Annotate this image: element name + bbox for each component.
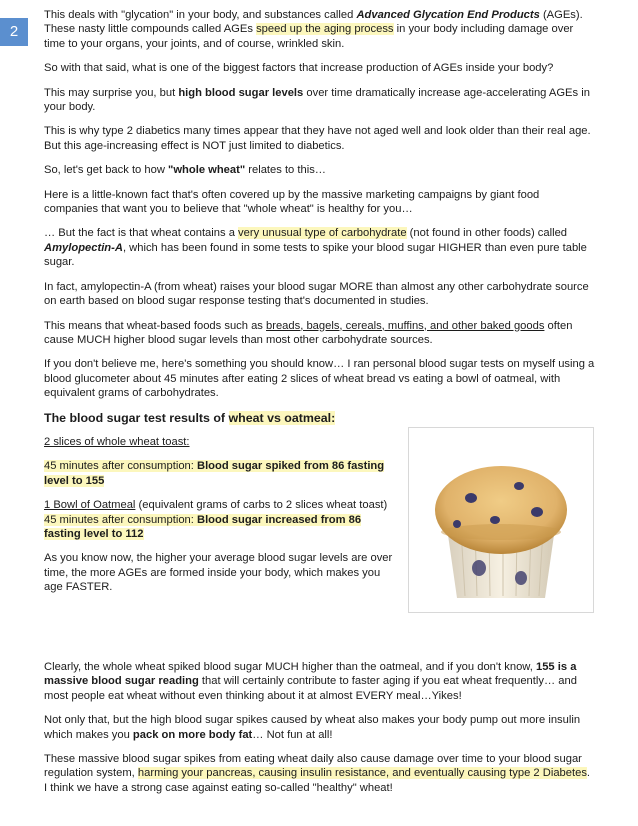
test-results-section <box>44 435 596 660</box>
paragraph-clearly: Clearly, the whole wheat spiked blood sugar MUCH higher than the oatmeal, and if you don't know, 155 is a massive blood sugar reading that will certainly contribute to faster aging if you eat wheat frequently… and most people eat wheat without even thinking about it at almost EVERY meal…Yikes! <box>44 660 577 702</box>
paragraph-high-blood-sugar: This may surprise you, but high blood sugar levels over time dramatically increase age-accelerating AGEs in your body. <box>44 86 590 114</box>
paragraph-wheat-foods: This means that wheat-based foods such as breads, bagels, cereals, muffins, and other baked goods often cause MUCH higher blood sugar levels than most other carbohydrate sources. <box>44 319 573 346</box>
muffin-image <box>408 427 594 613</box>
paragraph-little-known-fact: Here is a little-known fact that's often covered up by the massive marketing campaigns by giant food companies that want you to believe that "whole wheat" is healthy for you… <box>44 188 540 216</box>
paragraph-pancreas: These massive blood sugar spikes from eating wheat daily also cause damage over time to your blood sugar regulation system, harming your pancreas, causing insulin resistance, and eventually causing type 2 Diabetes. I think we have a strong case against eating so-called "healthy" wheat! <box>44 752 591 794</box>
paragraph-in-fact: In fact, amylopectin-A (from wheat) raises your blood sugar MORE than almost any other carbohydrate source on earth based on blood sugar response testing that's documented in studies. <box>44 280 589 308</box>
paragraph-diabetics: This is why type 2 diabetics many times appear that they have not aged well and look older than their real age. But this age-increasing effect is NOT just limited to diabetics. <box>44 125 591 152</box>
toast-result: 45 minutes after consumption: Blood sugar spiked from 86 fasting level to 155 <box>44 460 385 487</box>
age-faster-summary: As you know now, the higher your average blood sugar levels are over time, the more AGEs are formed inside your body, which makes you age FASTER. <box>44 552 393 594</box>
oatmeal-result: 1 Bowl of Oatmeal (equivalent grams of carbs to 2 slices wheat toast) 45 minutes after consumption: Blood sugar increased from 86 fasting level to 112 <box>44 499 388 540</box>
paragraph-whole-wheat: So, let's get back to how "whole wheat" relates to this… <box>44 164 326 177</box>
blueberry-muffin-icon <box>409 428 593 612</box>
paragraph-personal-tests: If you don't believe me, here's something you should know… I ran personal blood sugar tests on myself using a blood glucometer about 45 minutes after eating 2 slices of wheat bread vs eating a bowl of oatmeal, with equivalent grams of carbohydrates. <box>44 358 595 400</box>
toast-label: 2 slices of whole wheat toast: <box>44 435 190 448</box>
closing-section <box>44 660 596 795</box>
paragraph-question: So with that said, what is one of the biggest factors that increase production of AGEs inside your body? <box>44 62 554 75</box>
test-results-text <box>44 435 396 605</box>
page-number-badge: 2 <box>0 18 28 46</box>
paragraph-glycation: This deals with "glycation" in your body, and substances called Advanced Glycation End Products (AGEs). These nasty little compounds called AGEs speed up the aging process in your body including damage over time to your organs, your joints, and of course, wrinkled skin. <box>44 9 583 50</box>
test-results-heading: The blood sugar test results of wheat vs oatmeal: <box>44 410 336 425</box>
article-body <box>44 8 596 805</box>
paragraph-amylopectin: … But the fact is that wheat contains a very unusual type of carbohydrate (not found in other foods) called Amylopectin-A, which has been found in some tests to spike your blood sugar HIGHER than even pure table sugar. <box>44 227 587 269</box>
paragraph-insulin: Not only that, but the high blood sugar spikes caused by wheat also makes your body pump out more insulin which makes you pack on more body fat… Not fun at all! <box>44 714 581 741</box>
